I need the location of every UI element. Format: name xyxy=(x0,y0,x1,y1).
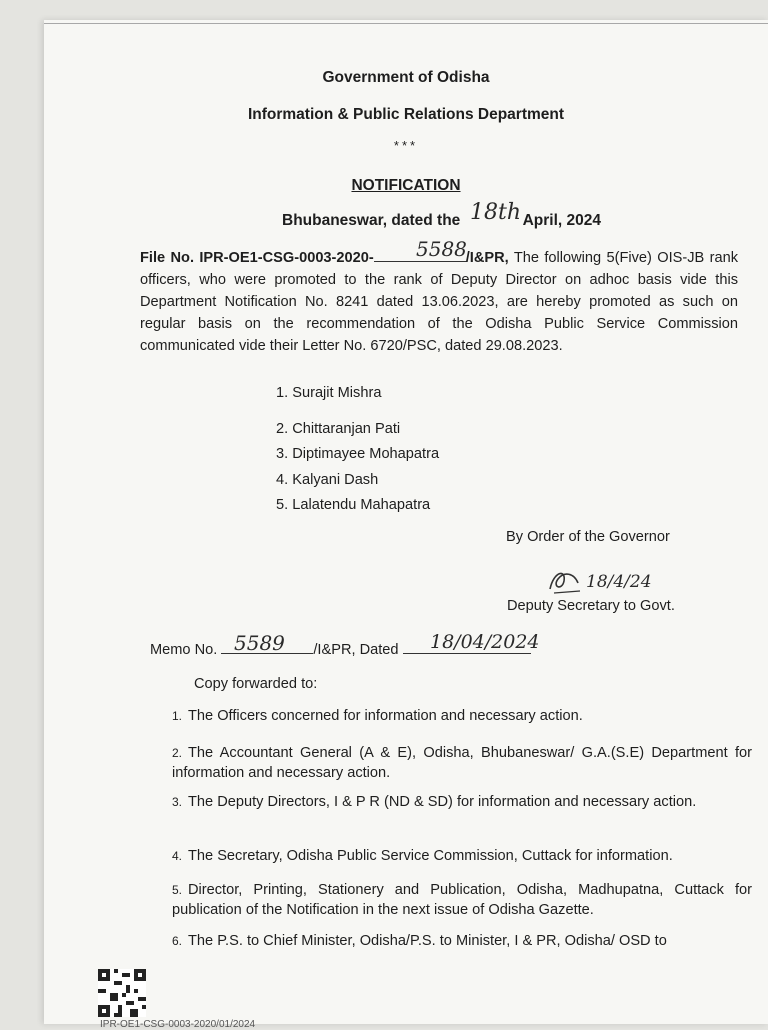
handwritten-memo-number: 5589 xyxy=(234,631,285,655)
memo-suffix: /I&PR, Dated xyxy=(313,642,399,658)
officer-number: 5. xyxy=(276,497,289,513)
footer-reference: IPR-OE1-CSG-0003-2020/01/2024 xyxy=(100,1019,256,1030)
officer-number: 3. xyxy=(276,446,289,462)
dated-prefix: Bhubaneswar, dated the xyxy=(282,212,461,229)
officer-item xyxy=(276,497,430,513)
notification-title: NOTIFICATION xyxy=(351,177,461,194)
department-heading: Information & Public Relations Department xyxy=(247,106,565,123)
file-number-suffix: /I&PR, xyxy=(465,250,509,266)
copy-item-text: The Secretary, Odisha Public Service Commission, Cuttack for information. xyxy=(188,848,673,864)
officer-name: Kalyani Dash xyxy=(292,472,379,488)
officer-item xyxy=(276,472,378,488)
paragraph-text: The following 5(Five) OIS-JB rank officers, who were promoted to the rank of Deputy Director on adhoc basis vide this Department Notification No. 8241 dated 13.06.2023, are hereby promoted as such on regular basis on the recommendation of the Odisha Public Service Commission communicated vide their Letter No. 6720/PSC, dated 29.08.2023. xyxy=(140,250,738,354)
handwritten-file-number: 5588 xyxy=(416,237,467,261)
handwritten-memo-date: 18/04/2024 xyxy=(430,631,540,653)
notification-paragraph xyxy=(140,247,738,357)
signature-scrawl xyxy=(544,563,584,599)
top-border-line xyxy=(44,23,768,24)
dated-suffix: April, 2024 xyxy=(522,212,602,229)
copy-item-text: The Deputy Directors, I & P R (ND & SD) for information and necessary action. xyxy=(188,794,697,810)
copy-item xyxy=(172,931,752,951)
separator-stars: *** xyxy=(393,138,419,153)
handwritten-day: 18th xyxy=(470,200,522,225)
officer-item xyxy=(276,385,381,401)
file-number-label: File No. IPR-OE1-CSG-0003-2020- xyxy=(140,250,374,266)
copy-item xyxy=(172,846,752,866)
qr-code-icon xyxy=(98,969,146,1017)
dated-line xyxy=(282,212,601,230)
copy-item-number: 6. xyxy=(172,934,183,948)
copy-item xyxy=(172,880,752,920)
designation-text: Deputy Secretary to Govt. xyxy=(507,598,675,614)
by-order-text: By Order of the Governor xyxy=(506,529,670,545)
signature-date: 18/4/24 xyxy=(586,572,652,592)
officer-number: 4. xyxy=(276,472,289,488)
officer-item xyxy=(276,421,400,437)
officer-name: Surajit Mishra xyxy=(292,385,382,401)
copy-forwarded-label: Copy forwarded to: xyxy=(194,676,318,692)
copy-item-number: 5. xyxy=(172,883,183,897)
copy-item-text: The Officers concerned for information and necessary action. xyxy=(188,708,583,724)
copy-item-text: The P.S. to Chief Minister, Odisha/P.S. to Minister, I & PR, Odisha/ OSD to xyxy=(188,933,667,949)
officer-item xyxy=(276,446,439,462)
copy-item-text: The Accountant General (A & E), Odisha, Bhubaneswar/ G.A.(S.E) Department for information and necessary action. xyxy=(172,745,752,781)
officer-name: Chittaranjan Pati xyxy=(292,421,401,437)
government-heading: Government of Odisha xyxy=(322,69,490,86)
copy-item-number: 3. xyxy=(172,795,183,809)
copy-item-number: 1. xyxy=(172,709,183,723)
memo-label: Memo No. xyxy=(150,642,218,658)
copy-item xyxy=(172,743,752,783)
document-page xyxy=(44,20,768,1030)
copy-item xyxy=(172,706,752,726)
officer-name: Diptimayee Mohapatra xyxy=(292,446,440,462)
copy-item-number: 4. xyxy=(172,849,183,863)
copy-item xyxy=(172,792,752,812)
officer-name: Lalatendu Mahapatra xyxy=(292,497,431,513)
officer-number: 1. xyxy=(276,385,289,401)
copy-item-number: 2. xyxy=(172,746,183,760)
copy-item-text: Director, Printing, Stationery and Publication, Odisha, Madhupatna, Cuttack for publication of the Notification in the next issue of Odisha Gazette. xyxy=(172,882,752,918)
officer-number: 2. xyxy=(276,421,289,437)
